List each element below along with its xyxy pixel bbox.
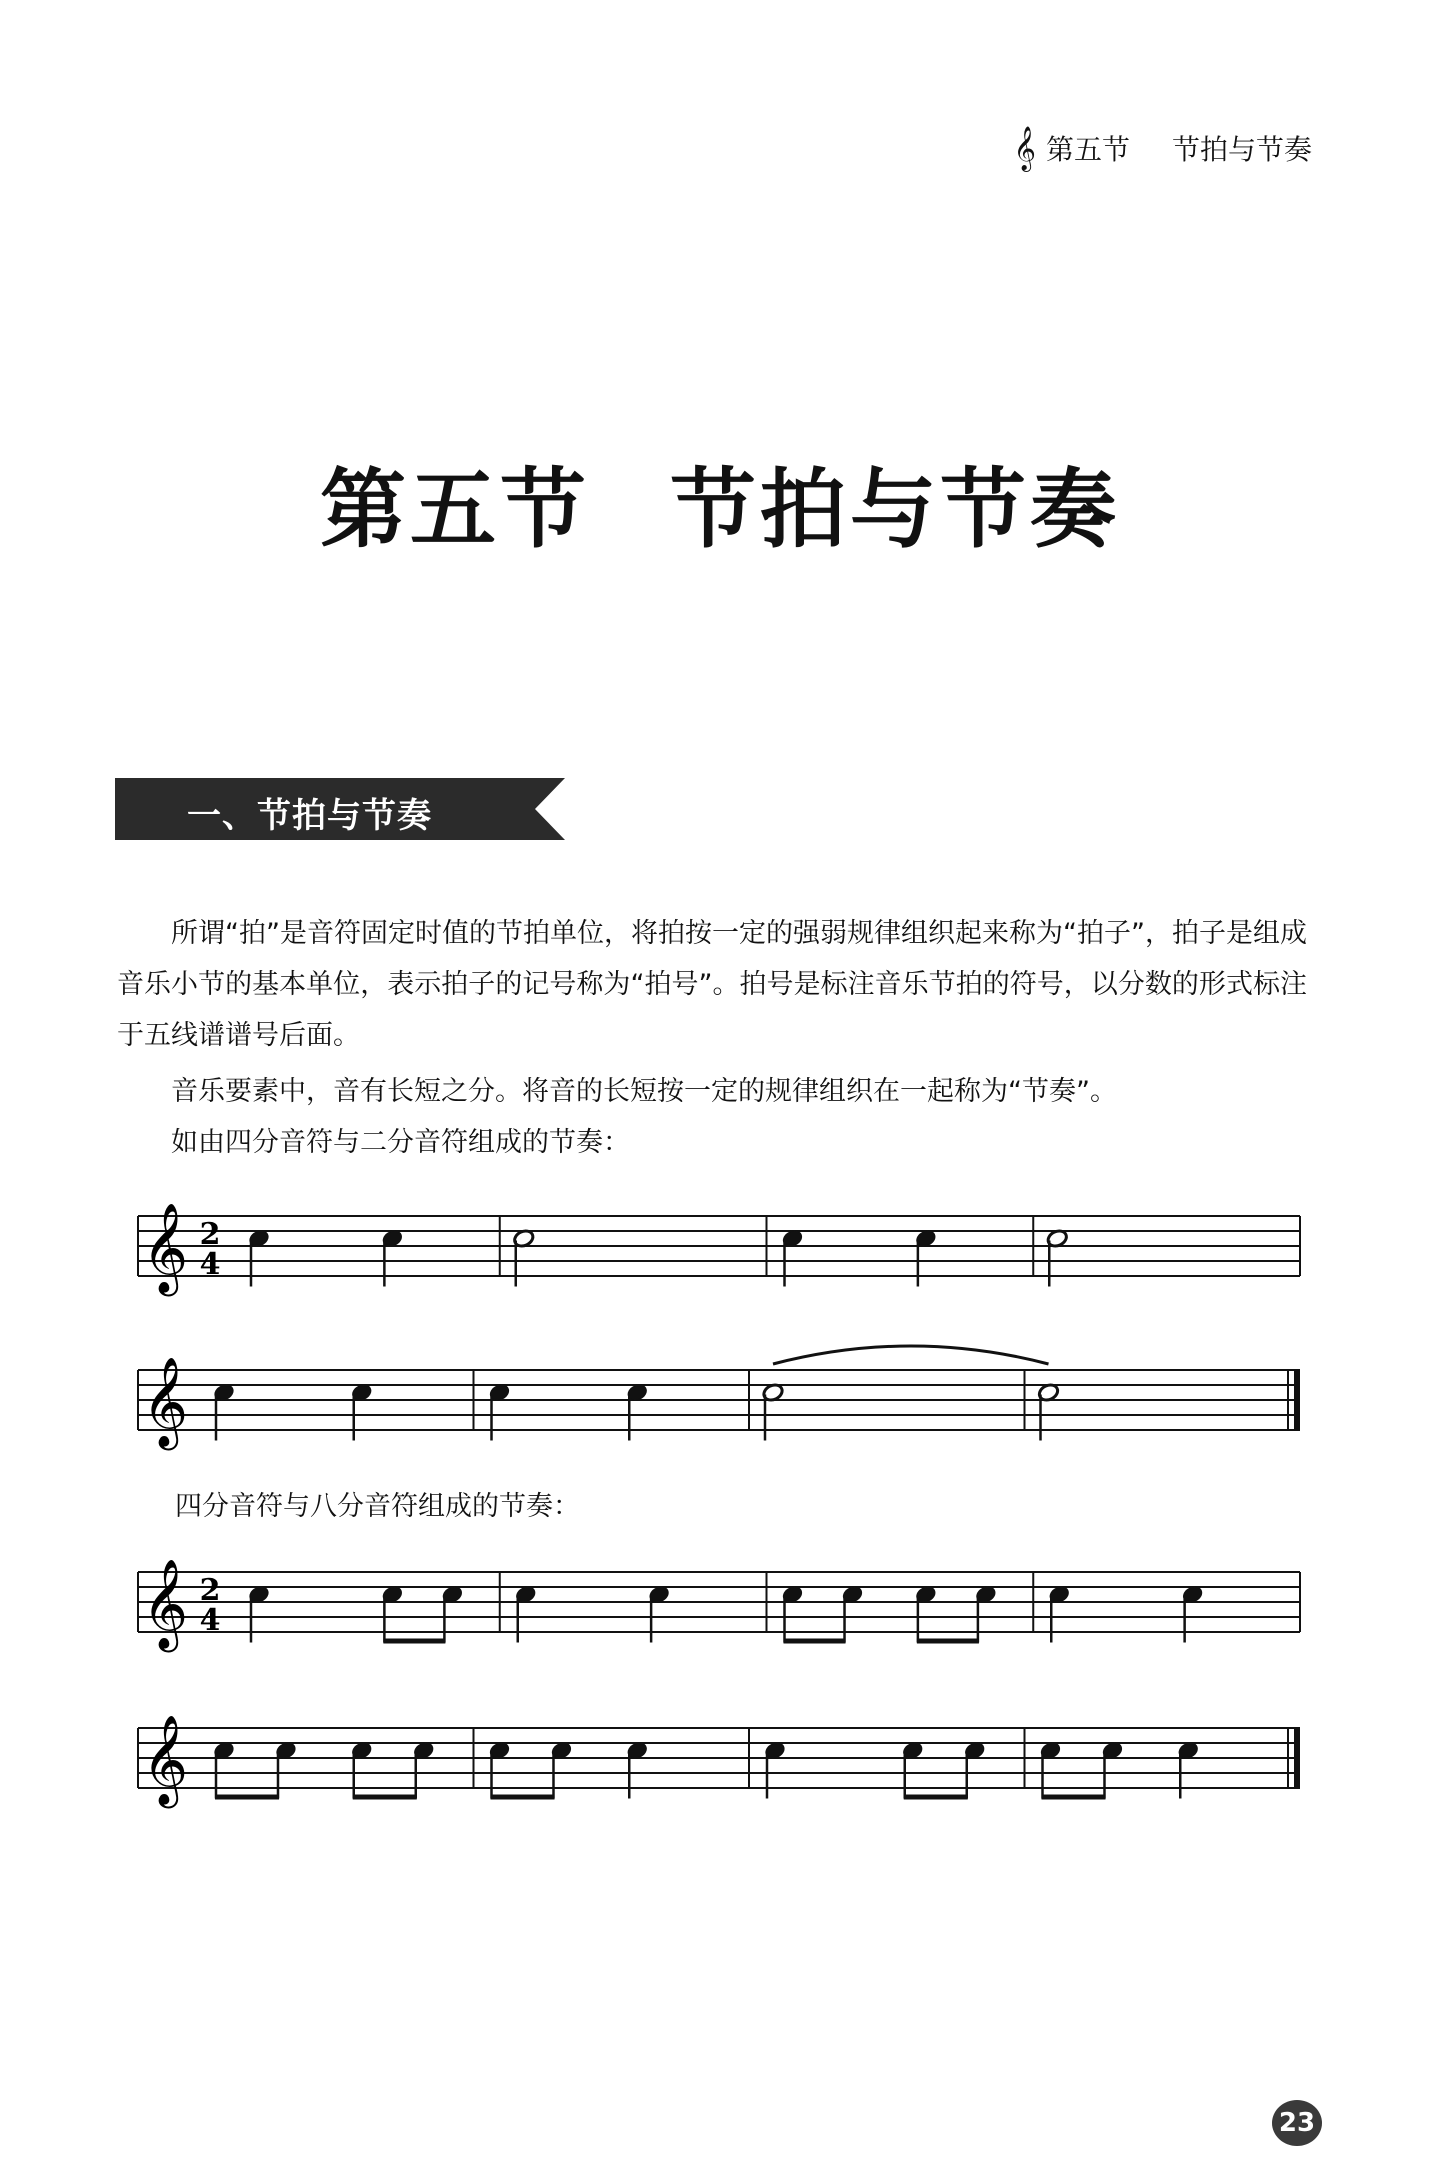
note-beam	[215, 1795, 279, 1800]
final-bar-thick	[1294, 1728, 1300, 1788]
section-heading: 一、节拍与节奏	[187, 796, 432, 836]
treble-clef-icon: 𝄞	[142, 1559, 189, 1649]
note-beam	[383, 1639, 445, 1644]
treble-clef-icon: 𝄞	[142, 1203, 189, 1293]
time-signature-bottom: 4	[199, 1247, 221, 1282]
paragraph-example2-intro: 四分音符与八分音符组成的节奏：	[175, 1491, 580, 1522]
treble-clef-icon: 𝄞	[142, 1715, 189, 1805]
note-beam	[491, 1795, 555, 1800]
header-topic: 节拍与节奏	[1171, 133, 1312, 166]
page-number: 23	[1272, 2100, 1322, 2146]
title-part2: 节拍与节奏	[670, 460, 1120, 560]
paragraph-example1-intro: 如由四分音符与二分音符组成的节奏：	[171, 1127, 630, 1158]
note-beam	[784, 1639, 846, 1644]
header-section: 第五节	[1045, 133, 1130, 166]
time-signature-top: 2	[199, 1573, 221, 1608]
note-beam	[904, 1795, 968, 1800]
paragraph-rhythm: 音乐要素中，音有长短之分。将音的长短按一定的规律组织在一起称为“节奏”。	[171, 1076, 1117, 1107]
note-beam	[917, 1639, 979, 1644]
paragraph-beat: 所谓“拍”是音符固定时值的节拍单位，将拍按一定的强弱规律组织起来称为“拍子”，拍子是组成音乐小节的基本单位，表示拍子的记号称为“拍号”。拍号是标注音乐节拍的符号，以分数的形式标注于五线谱谱号后面。	[117, 918, 1307, 1051]
time-signature-bottom: 4	[199, 1603, 221, 1638]
treble-clef-icon: 𝄞	[142, 1357, 189, 1447]
note-beam	[1042, 1795, 1106, 1800]
final-bar-thick	[1294, 1370, 1300, 1430]
time-signature-top: 2	[199, 1217, 221, 1252]
note-beam	[353, 1795, 417, 1800]
treble-clef-icon: 𝄞	[1013, 126, 1036, 170]
title-part1: 第五节	[320, 460, 590, 560]
tie-arc	[773, 1346, 1049, 1364]
